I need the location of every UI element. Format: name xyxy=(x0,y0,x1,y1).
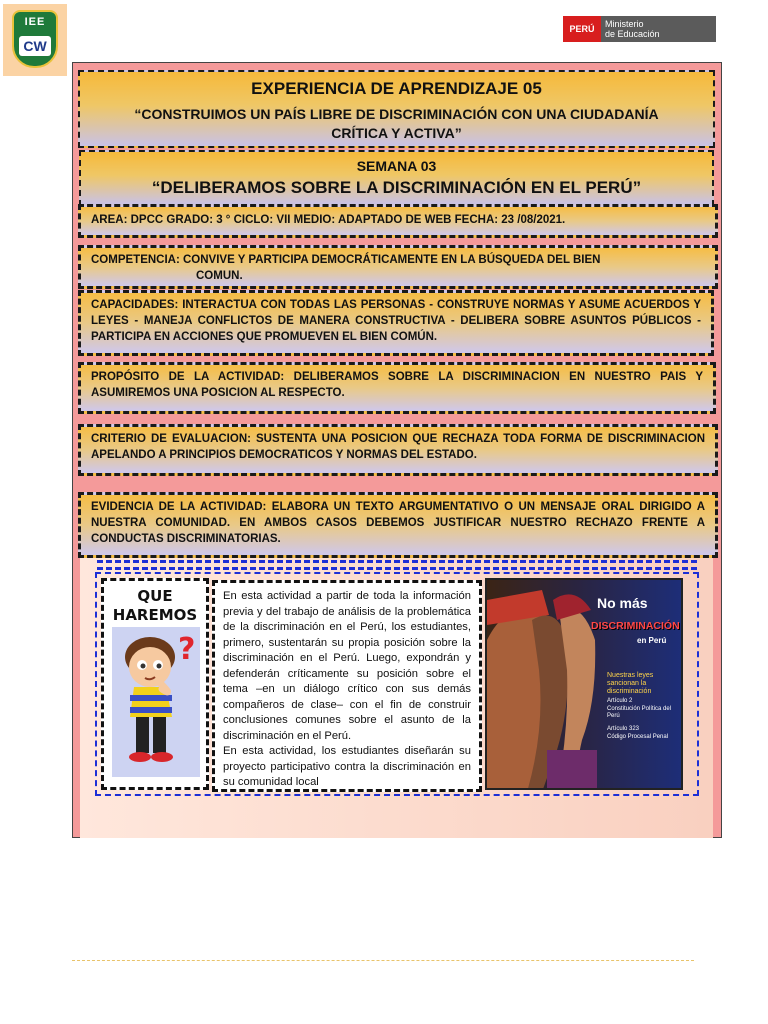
thinking-boy-illustration xyxy=(112,627,200,777)
poster-line3: en Perú xyxy=(637,636,667,645)
poster-line2: DISCRIMINACIÓN xyxy=(591,620,680,632)
week-header xyxy=(79,150,714,206)
competencia-line1: COMPETENCIA: CONVIVE Y PARTICIPA DEMOCRÁTICAMENTE EN LA BÚSQUEDA DEL BIEN xyxy=(91,254,601,266)
thinking-boy-icon xyxy=(112,627,200,777)
poster-art1: Artículo 2 xyxy=(607,698,633,704)
description-paragraph-1: En esta actividad a partir de toda la información previa y del trabajo de análisis de la problemática de la discriminación en el Perú, los estudiantes, primero, sustentarán su propia posición sobre la discriminación en el Perú. Luego, expondrán y defenderán críticamente su posición sobre el tema –en un diálogo crítico con sus demás compañeros de clase– con el fin de construir conclusiones comunes sobre el asunto de la discriminación en el Perú. xyxy=(223,590,471,742)
que-haremos-line1: QUE xyxy=(137,587,173,605)
poster-law-title: Nuestras leyes sancionan la discriminación xyxy=(607,672,654,695)
activity-description xyxy=(212,580,482,792)
evidencia-box xyxy=(78,492,718,558)
ministry-line1: Ministerio xyxy=(605,19,644,29)
description-paragraph-2: En esta actividad, los estudiantes diseñarán su proyecto participativo contra la discriminación en su comunidad local xyxy=(223,745,471,788)
week-title: “DELIBERAMOS SOBRE LA DISCRIMINACIÓN EN EL PERÚ” xyxy=(151,178,642,197)
discrimination-poster xyxy=(485,578,683,790)
week-label: SEMANA 03 xyxy=(356,158,437,174)
area-info-box xyxy=(78,204,718,238)
shield-icon xyxy=(12,10,58,68)
poster-art2: Artículo 323 xyxy=(607,726,640,732)
logo-main-text: CW xyxy=(19,36,51,56)
que-haremos-title xyxy=(104,587,206,625)
capacidades-text: CAPACIDADES: INTERACTUA CON TODAS LAS PERSONAS - CONSTRUYE NORMAS Y ASUME ACUERDOS Y LEYES - MANEJA CONFLICTOS DE MANERA CONSTRUCTIVA - DELIBERA SOBRE ASUNTOS PÚBLICOS - PARTICIPA EN ACCIONES QUE PROMUEVEN EL BIEN COMÚN. xyxy=(91,299,701,343)
ministry-country: PERÚ xyxy=(563,16,601,42)
proposito-box xyxy=(78,362,716,414)
criterio-box xyxy=(78,424,718,476)
que-haremos-line2: HAREMOS xyxy=(112,606,198,624)
area-info-text: AREA: DPCC GRADO: 3 ° CICLO: VII MEDIO: ADAPTADO DE WEB FECHA: 23 /08/2021. xyxy=(91,214,566,226)
ministry-line2: de Educación xyxy=(605,29,660,39)
competencia-box xyxy=(78,245,718,289)
logo-top-text: IEE xyxy=(24,16,46,28)
blue-dashed-divider xyxy=(97,560,697,570)
proposito-text: PROPÓSITO DE LA ACTIVIDAD: DELIBERAMOS SOBRE LA DISCRIMINACION EN NUESTRO PAIS Y ASUMIREMOS UNA POSICION AL RESPECTO. xyxy=(91,371,703,399)
evidencia-text: EVIDENCIA DE LA ACTIVIDAD: ELABORA UN TEXTO ARGUMENTATIVO O UN MENSAJE ORAL DIRIGIDO A NUESTRA COMUNIDAD. EN AMBOS CASOS DEBEMOS JUSTIFICAR NUESTRO RECHAZO FRENTE A CONDUCTAS DISCRIMINATORIAS. xyxy=(91,501,705,545)
capacidades-box xyxy=(78,290,714,356)
criterio-text: CRITERIO DE EVALUACION: SUSTENTA UNA POSICION QUE RECHAZA TODA FORMA DE DISCRIMINACION APELANDO A PRINCIPIOS DEMOCRATICOS Y NORMAS DEL ESTADO. xyxy=(91,433,705,461)
experience-title: EXPERIENCIA DE APRENDIZAJE 05 xyxy=(251,79,542,98)
ministry-name xyxy=(605,19,660,39)
competencia-line2: COMUN. xyxy=(196,270,243,282)
que-haremos-card xyxy=(101,578,209,790)
footer-divider xyxy=(72,960,694,961)
ministry-banner xyxy=(563,16,716,42)
poster-art1-source: Constitución Política del Perú xyxy=(607,706,672,719)
svg-text:?: ? xyxy=(178,632,196,667)
poster-art2-source: Código Procesal Penal xyxy=(607,734,669,740)
experience-header xyxy=(78,70,715,148)
school-logo xyxy=(3,4,67,76)
experience-subtitle: “CONSTRUIMOS UN PAÍS LIBRE DE DISCRIMINACIÓN CON UNA CIUDADANÍA CRÍTICA Y ACTIVA” xyxy=(134,106,659,141)
poster-line1: No más xyxy=(597,595,648,611)
